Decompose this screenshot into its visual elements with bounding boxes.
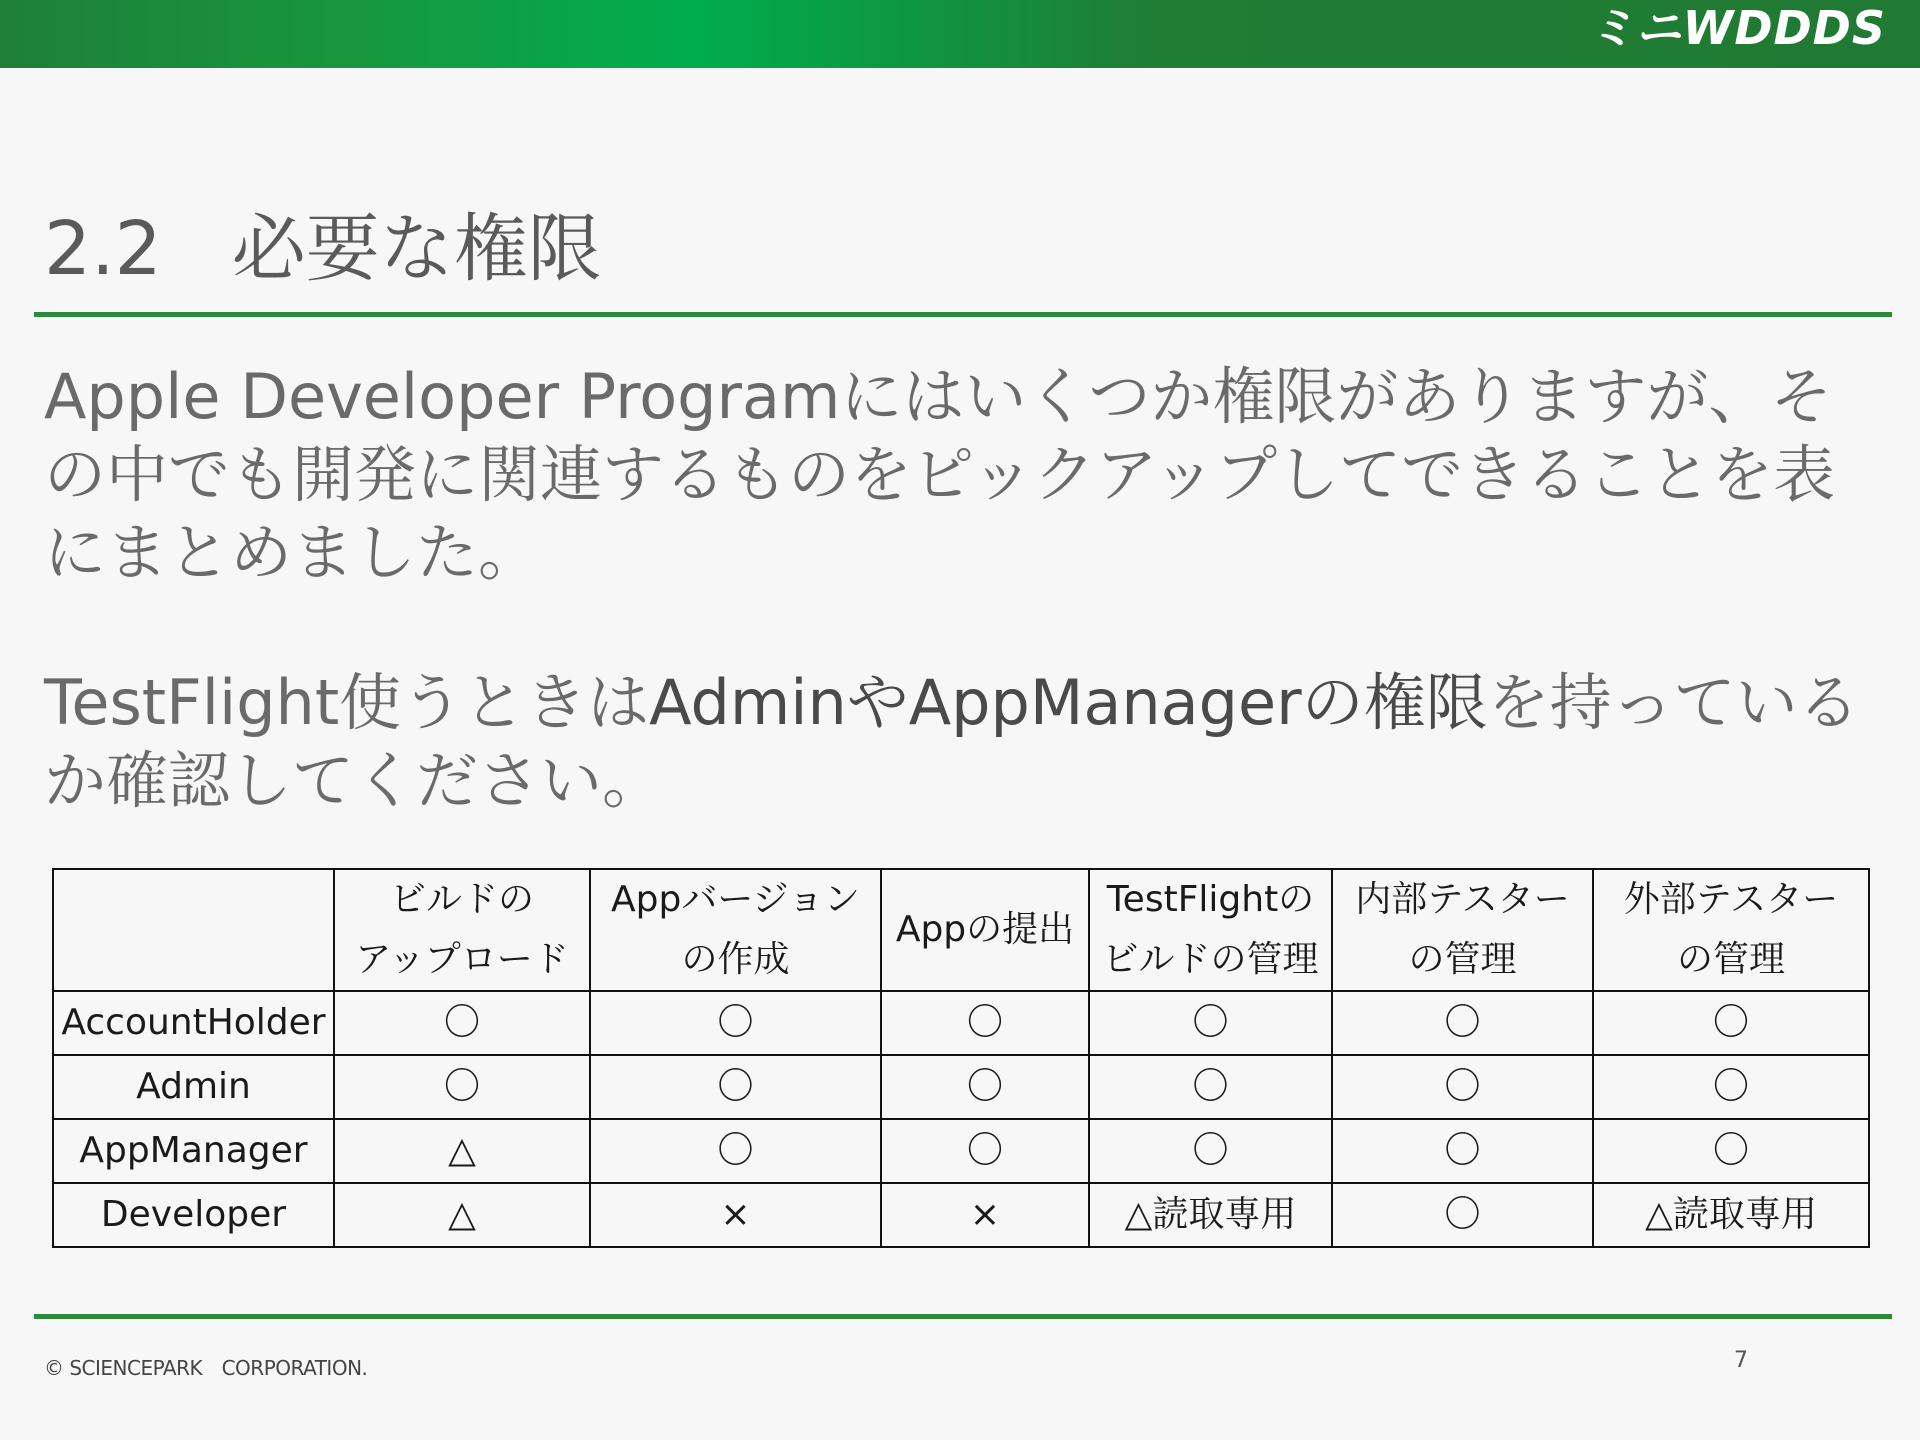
- header-line: ビルドの管理: [1102, 939, 1319, 980]
- footer-divider: [34, 1314, 1892, 1319]
- header-line: アップロード: [355, 939, 569, 980]
- page-title: [44, 190, 602, 296]
- permission-cell: 〇: [590, 991, 881, 1055]
- permission-cell: 〇: [1089, 991, 1332, 1055]
- permission-cell: 〇: [1332, 1119, 1593, 1183]
- note-text-pre: TestFlight使うときは: [44, 666, 650, 739]
- note-emphasis: AdminやAppManagerの権限: [649, 666, 1488, 739]
- permission-cell: 〇: [1593, 1055, 1869, 1119]
- permission-cell: 〇: [1332, 991, 1593, 1055]
- permission-cell: 〇: [590, 1119, 881, 1183]
- header-line: TestFlightの: [1106, 879, 1315, 920]
- table-row: [53, 1119, 1869, 1183]
- permission-cell: △: [334, 1183, 590, 1247]
- header-line: Appバージョン: [611, 879, 860, 920]
- permission-cell: 〇: [334, 991, 590, 1055]
- permission-cell: 〇: [1332, 1055, 1593, 1119]
- table-header-cell: [53, 869, 334, 991]
- table-header-cell: [334, 869, 590, 991]
- table-header-cell: [1089, 869, 1332, 991]
- permission-cell: △読取専用: [1089, 1183, 1332, 1247]
- table-row: [53, 1055, 1869, 1119]
- role-name-cell: AppManager: [53, 1119, 334, 1183]
- table-row: [53, 1183, 1869, 1247]
- section-title: 必要な権限: [231, 206, 602, 292]
- header-line: ビルドの: [389, 879, 534, 920]
- table-header-cell: [590, 869, 881, 991]
- header-line: の作成: [681, 939, 790, 980]
- header-line: の管理: [1408, 939, 1517, 980]
- permission-cell: 〇: [1089, 1055, 1332, 1119]
- permission-cell: 〇: [1593, 991, 1869, 1055]
- role-name-cell: Admin: [53, 1055, 334, 1119]
- table-header-cell: [1593, 869, 1869, 991]
- copyright: © SCIENCEPARK CORPORATION.: [44, 1356, 368, 1380]
- role-name-cell: Developer: [53, 1183, 334, 1247]
- header-bar: [0, 0, 1920, 68]
- header-line: 外部テスター: [1623, 879, 1839, 920]
- table-header-row: [53, 869, 1869, 991]
- permission-table: [52, 868, 1870, 1248]
- testflight-note: [44, 664, 1884, 820]
- permission-cell: 〇: [1332, 1183, 1593, 1247]
- section-number: 2.2: [44, 206, 162, 292]
- table-header-cell: [881, 869, 1089, 991]
- permission-cell: △読取専用: [1593, 1183, 1869, 1247]
- permission-cell: 〇: [590, 1055, 881, 1119]
- header-line: の管理: [1676, 939, 1785, 980]
- permission-cell: 〇: [881, 1055, 1089, 1119]
- page-number: 7: [1734, 1348, 1748, 1373]
- header-line: 内部テスター: [1355, 879, 1570, 920]
- table-row: [53, 991, 1869, 1055]
- table-header-cell: [1332, 869, 1593, 991]
- permission-cell: ×: [881, 1183, 1089, 1247]
- intro-paragraph: Apple Developer Programにはいくつか権限がありますが、その中でも開発に関連するものをピックアップしてできることを表にまとめました。: [44, 360, 1836, 589]
- title-divider: [34, 312, 1892, 317]
- permission-cell: ×: [590, 1183, 881, 1247]
- header-line: Appの提出: [895, 909, 1075, 950]
- permission-cell: 〇: [1089, 1119, 1332, 1183]
- note-text-post: を持っているか確認してください。: [44, 666, 1860, 817]
- permission-cell: △: [334, 1119, 590, 1183]
- brand-logo: ミニWDDDS: [1588, 1, 1886, 55]
- role-name-cell: AccountHolder: [53, 991, 334, 1055]
- permission-cell: 〇: [1593, 1119, 1869, 1183]
- permission-cell: 〇: [881, 991, 1089, 1055]
- permission-cell: 〇: [334, 1055, 590, 1119]
- permission-cell: 〇: [881, 1119, 1089, 1183]
